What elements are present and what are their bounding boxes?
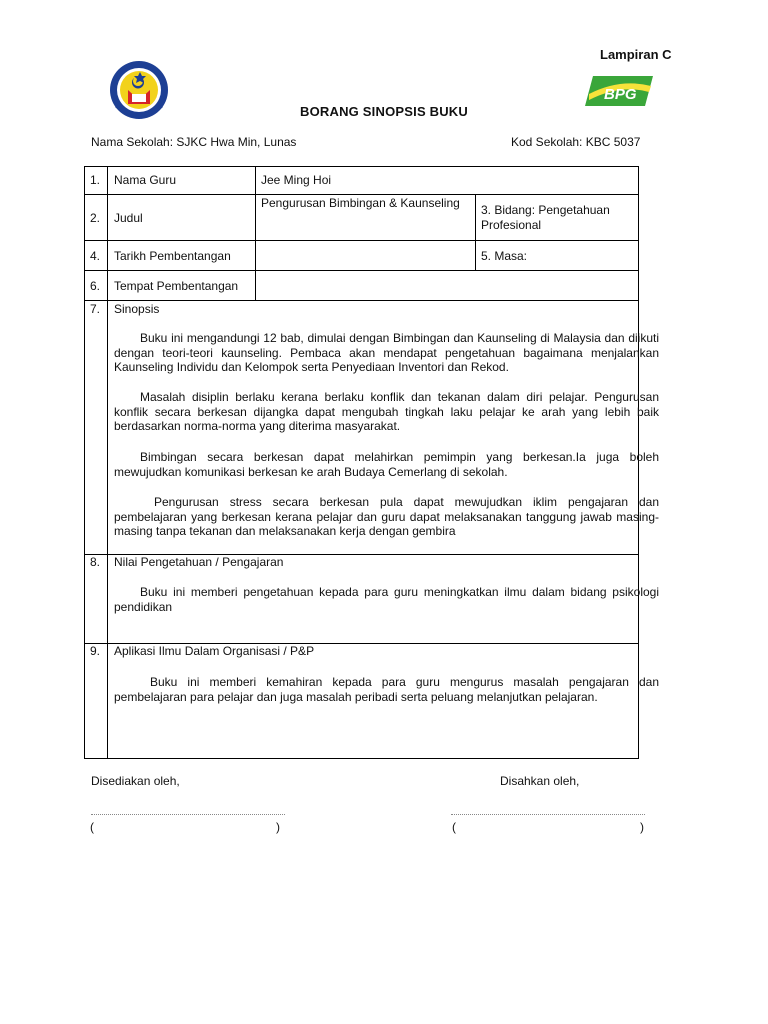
judul-label: Judul: [114, 211, 143, 225]
row-number: 9.: [90, 644, 101, 658]
row-number: 8.: [90, 555, 101, 569]
sinopsis-paragraph: Bimbingan secara berkesan dapat melahirkan pemimpin yang berkesan.Ia juga boleh mewujudkan komunikasi berkesan ke arah Budaya Cemerlang di sekolah.: [114, 450, 659, 479]
prepared-by-label: Disediakan oleh,: [91, 774, 180, 788]
open-paren: (: [90, 820, 94, 834]
row-number: 2.: [90, 211, 101, 225]
judul-value: Pengurusan Bimbingan & Kaunseling: [261, 196, 460, 210]
school-name: Nama Sekolah: SJKC Hwa Min, Lunas: [91, 135, 297, 149]
close-paren: ): [276, 820, 280, 834]
sinopsis-paragraph: Buku ini mengandungi 12 bab, dimulai dengan Bimbingan dan Kaunseling di Malaysia dan diikuti dengan teori-teori kaunseling. Pembaca akan mendapat pengetahuan bagaimana menjalankan Kaunseling Individu dan Kelompok serta Penyediaan Inventori dan Rekod.: [114, 331, 659, 374]
tempat-label: Tempat Pembentangan: [114, 279, 239, 293]
tarikh-label: Tarikh Pembentangan: [114, 249, 231, 263]
row-number: 1.: [90, 173, 101, 187]
sinopsis-label: Sinopsis: [114, 302, 160, 316]
prepared-signature-line[interactable]: [91, 814, 285, 815]
masa-field: 5. Masa:: [481, 249, 528, 263]
row-number: 7.: [90, 302, 101, 316]
aplikasi-label: Aplikasi Ilmu Dalam Organisasi / P&P: [114, 644, 315, 658]
lampiran-label: Lampiran C: [600, 47, 672, 62]
nama-guru-value: Jee Ming Hoi: [261, 173, 332, 187]
approved-signature-line[interactable]: [451, 814, 645, 815]
sinopsis-paragraph: Pengurusan stress secara berkesan pula dapat mewujudkan iklim pengajaran dan pembelajaran yang berkesan kerana pelajar dan guru dapat melaksanakan tanggung jawab masing-masing tanpa tekanan dan melaksanakan kerja dengan gembira: [114, 495, 659, 538]
close-paren: ): [640, 820, 644, 834]
bpg-logo-text: BPG: [604, 86, 637, 103]
open-paren: (: [452, 820, 456, 834]
form-title: BORANG SINOPSIS BUKU: [300, 104, 468, 119]
nilai-label: Nilai Pengetahuan / Pengajaran: [114, 555, 284, 569]
nilai-text: Buku ini memberi pengetahuan kepada para guru meningkatkan ilmu dalam bidang psikologi pendidikan: [114, 585, 659, 614]
row-number: 6.: [90, 279, 101, 293]
aplikasi-text: Buku ini memberi kemahiran kepada para guru mengurus masalah pengajaran dan pembelajaran para pelajar dan juga masalah peribadi serta peluang melanjutkan pelajaran.: [114, 675, 659, 704]
school-code: Kod Sekolah: KBC 5037: [511, 135, 641, 149]
approved-by-label: Disahkan oleh,: [500, 774, 580, 788]
row-number: 4.: [90, 249, 101, 263]
nama-guru-label: Nama Guru: [114, 173, 177, 187]
bidang-field: 3. Bidang: Pengetahuan Profesional: [481, 203, 610, 232]
sinopsis-paragraph: Masalah disiplin berlaku kerana berlaku konflik dan tekanan dalam diri pelajar. Pengurusan konflik secara berkesan dijangka dapat mengubah tingkah laku pelajar ke arah yang lebih baik berdasarkan norma-norma yang diterima masyarakat.: [114, 390, 659, 433]
